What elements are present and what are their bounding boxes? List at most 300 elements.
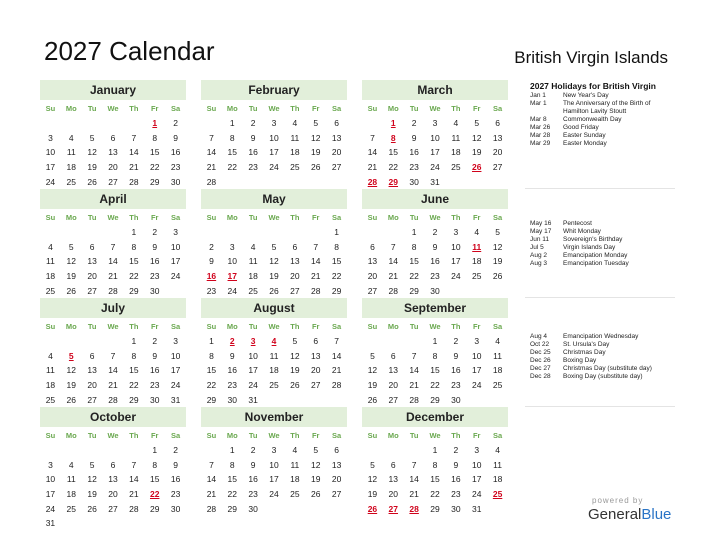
day-cell: 27 [310,380,321,391]
day-cell: 14 [310,256,321,267]
day-cell: 16 [248,474,258,485]
day-cell: 12 [87,474,97,485]
day-cell: 5 [292,336,298,347]
week-row [362,174,508,189]
day-cell: 20 [331,474,342,485]
day-cell: 3 [474,445,480,456]
day-cell: 19 [367,380,378,391]
holiday-date: Dec 25 [530,349,551,356]
day-cell: 6 [89,241,95,252]
holiday-name: Commonwealth Day [563,116,622,123]
day-cell: 15 [388,147,399,158]
weekday-label: Th [290,321,300,331]
day-cell: 2 [411,118,417,129]
weekday-label: Su [367,430,378,440]
weekday-label: Fr [311,212,320,222]
day-cell: 24 [269,162,279,173]
holiday-list-1 [530,80,670,148]
day-cell: 12 [367,365,378,376]
weekday-label: Tu [87,103,97,113]
day-cell: 28 [331,380,342,391]
holiday-day-cell: 27 [388,503,399,514]
weekday-label: Fr [472,321,481,331]
day-cell: 15 [430,365,440,376]
day-cell: 12 [310,132,321,143]
weekday-row [40,427,186,443]
day-cell: 16 [248,147,258,158]
day-cell: 11 [493,459,502,470]
day-cell: 14 [388,256,399,267]
week-row [362,131,508,146]
holiday-day-cell: 17 [227,271,238,282]
day-cell: 15 [129,365,139,376]
day-cell: 21 [367,162,378,173]
day-cell: 12 [66,365,77,376]
day-cell: 27 [492,162,503,173]
holiday-name: Emancipation Tuesday [563,260,629,267]
weekday-label: Sa [492,430,503,440]
day-cell: 7 [110,350,116,361]
week-row [40,378,186,393]
day-cell: 21 [331,365,342,376]
day-cell: 5 [474,118,480,129]
holiday-date: Dec 27 [530,365,551,372]
day-cell: 18 [290,474,300,485]
week-row [201,116,347,131]
holiday-item [530,124,670,132]
page-title: 2027 Calendar [44,36,215,66]
weekday-label: Sa [170,212,181,222]
day-cell: 27 [331,162,342,173]
day-cell: 21 [310,271,321,282]
day-cell: 23 [248,162,258,173]
week-row [201,131,347,146]
day-cell: 3 [173,227,178,238]
day-cell: 23 [149,380,160,391]
month-september [362,298,508,407]
day-cell: 19 [310,147,321,158]
day-cell: 22 [388,162,399,173]
weekday-label: We [429,430,441,440]
day-cell: 20 [388,380,399,391]
day-cell: 23 [170,489,181,500]
day-cell: 24 [269,489,279,500]
day-cell: 11 [248,256,258,267]
day-cell: 4 [68,132,74,143]
day-cell: 23 [451,489,461,500]
day-cell: 9 [173,132,178,143]
day-cell: 23 [248,489,258,500]
holiday-date: Mar 28 [530,132,551,139]
day-cell: 18 [269,365,279,376]
weekday-label: Mo [226,430,238,440]
day-cell: 19 [66,380,77,391]
day-cell: 4 [292,118,298,129]
day-cell: 17 [430,147,440,158]
holiday-item [530,357,670,365]
weekday-label: Mo [65,321,77,331]
weekday-label: Tu [409,103,419,113]
day-cell: 30 [409,176,419,187]
day-cell: 5 [370,350,375,361]
day-cell: 4 [292,445,298,456]
week-row [362,487,508,502]
weekday-label: Th [290,212,300,222]
day-cell: 18 [290,147,300,158]
week-row [362,254,508,269]
day-cell: 26 [66,394,77,405]
day-cell: 25 [45,285,56,296]
day-cell: 13 [388,474,399,485]
day-cell: 6 [390,350,396,361]
weekday-label: Tu [409,430,419,440]
day-cell: 10 [45,474,56,485]
day-cell: 27 [108,503,118,514]
month-header: April [40,189,186,209]
holiday-date: Mar 1 [530,100,547,107]
day-cell: 21 [388,271,399,282]
day-cell: 18 [492,474,503,485]
day-cell: 20 [87,271,97,282]
week-row [40,349,186,364]
day-cell: 26 [66,285,77,296]
day-cell: 12 [290,350,300,361]
day-cell: 17 [269,474,279,485]
day-cell: 2 [250,118,256,129]
holiday-date: Dec 28 [530,373,551,380]
holiday-item [530,220,670,228]
day-cell: 12 [367,474,378,485]
day-cell: 16 [451,474,461,485]
day-cell: 4 [48,350,53,361]
holiday-name: Easter Monday [563,140,607,147]
day-cell: 12 [269,256,279,267]
holiday-date: Mar 29 [530,140,551,147]
week-row [201,487,347,502]
weekday-label: Mo [226,321,238,331]
month-header: August [201,298,347,318]
holiday-name: Sovereign's Birthday [563,236,623,243]
weekday-label: Mo [387,212,399,222]
day-cell: 10 [45,147,56,158]
holiday-day-cell: 26 [367,503,378,514]
holiday-day-cell: 1 [390,118,396,129]
weekday-label: Su [45,212,56,222]
day-cell: 19 [471,147,482,158]
week-row [201,269,347,284]
day-cell: 28 [129,176,139,187]
day-cell: 24 [170,380,181,391]
day-cell: 12 [66,256,77,267]
holiday-item [530,140,670,148]
holiday-item [530,349,670,357]
day-cell: 3 [432,118,438,129]
month-header: March [362,80,508,100]
holiday-date: May 17 [530,228,552,235]
day-cell: 17 [170,365,181,376]
day-cell: 25 [269,380,279,391]
day-cell: 28 [206,503,217,514]
day-cell: 30 [227,394,238,405]
week-row [362,392,508,407]
day-cell: 2 [173,118,178,129]
day-cell: 8 [432,459,438,470]
week-row [40,363,186,378]
day-cell: 8 [229,132,235,143]
weekday-label: Mo [226,103,238,113]
month-header: February [201,80,347,100]
day-cell: 21 [206,489,217,500]
day-cell: 23 [149,271,160,282]
holiday-name: Pentecost [563,220,592,227]
day-cell: 25 [492,380,503,391]
month-header: June [362,189,508,209]
day-cell: 4 [474,227,480,238]
day-cell: 10 [227,256,238,267]
day-cell: 22 [129,271,139,282]
day-cell: 31 [170,394,181,405]
weekday-label: Fr [472,212,481,222]
week-row [362,269,508,284]
week-row [40,131,186,146]
week-row [201,443,347,458]
day-cell: 2 [250,445,256,456]
day-cell: 21 [206,162,217,173]
day-cell: 9 [411,132,417,143]
day-cell: 22 [331,271,342,282]
day-cell: 30 [149,285,160,296]
day-cell: 17 [471,474,482,485]
week-row [40,487,186,502]
day-cell: 10 [269,459,279,470]
day-cell: 4 [48,241,53,252]
day-cell: 21 [108,380,118,391]
week-row [40,443,186,458]
day-cell: 14 [108,365,118,376]
holiday-name: Boxing Day (substitute day) [563,373,643,380]
day-cell: 12 [87,147,97,158]
week-row [201,145,347,160]
day-cell: 27 [290,285,300,296]
holiday-item [530,244,670,252]
day-cell: 29 [409,285,419,296]
month-august [201,298,347,407]
day-cell: 14 [331,350,342,361]
day-cell: 10 [248,350,258,361]
day-cell: 29 [227,503,238,514]
day-cell: 5 [89,132,95,143]
day-cell: 29 [129,394,139,405]
day-cell: 1 [229,118,235,129]
day-cell: 24 [227,285,238,296]
day-cell: 12 [471,132,482,143]
weekday-row [40,318,186,334]
brand-part-1: General [588,506,642,523]
day-cell: 10 [170,350,181,361]
week-row [201,501,347,516]
holiday-day-cell: 1 [152,118,158,129]
day-cell: 9 [173,459,178,470]
day-cell: 15 [149,147,160,158]
day-cell: 3 [48,132,53,143]
month-february [201,80,347,189]
day-cell: 28 [409,394,419,405]
day-cell: 25 [66,176,77,187]
day-cell: 26 [87,503,97,514]
day-cell: 15 [206,365,217,376]
day-cell: 4 [453,118,459,129]
day-cell: 25 [66,503,77,514]
day-cell: 23 [170,162,181,173]
day-cell: 17 [471,365,482,376]
day-cell: 24 [248,380,258,391]
day-cell: 10 [269,132,279,143]
day-cell: 2 [453,336,459,347]
day-cell: 14 [206,147,217,158]
day-cell: 17 [170,256,181,267]
week-row [201,283,347,298]
week-row [201,160,347,175]
day-cell: 18 [492,365,503,376]
day-cell: 13 [331,459,342,470]
weekday-label: Mo [387,430,399,440]
day-cell: 28 [108,394,118,405]
week-row [362,160,508,175]
day-cell: 19 [310,474,321,485]
day-cell: 7 [411,459,417,470]
weekday-label: We [429,321,441,331]
week-row [201,392,347,407]
day-cell: 1 [411,227,417,238]
week-row [201,363,347,378]
holiday-name: Christmas Day (substitute day) [563,365,652,372]
holiday-date: Jul 5 [530,244,544,251]
day-cell: 18 [45,380,56,391]
week-row [362,349,508,364]
month-april [40,189,186,298]
day-cell: 21 [108,271,118,282]
holiday-day-cell: 26 [471,162,482,173]
day-cell: 9 [453,350,459,361]
generalblue-logo[interactable] [588,506,671,523]
week-row [362,145,508,160]
day-cell: 13 [87,365,97,376]
week-row [40,116,186,131]
day-cell: 2 [453,445,459,456]
day-cell: 4 [495,336,500,347]
day-cell: 28 [108,285,118,296]
holiday-day-cell: 22 [149,489,160,500]
month-header: October [40,407,186,427]
day-cell: 18 [248,271,258,282]
weekday-row [362,209,508,225]
day-cell: 19 [492,256,503,267]
day-cell: 20 [331,147,342,158]
week-row [362,334,508,349]
day-cell: 14 [129,474,139,485]
weekday-row [362,318,508,334]
day-cell: 2 [152,336,158,347]
week-row [362,283,508,298]
day-cell: 20 [108,162,118,173]
holiday-list-3 [530,333,670,381]
holiday-name: Good Friday [563,124,599,131]
day-cell: 30 [170,503,181,514]
day-cell: 24 [471,380,482,391]
weekday-label: Fr [150,321,159,331]
day-cell: 28 [310,285,321,296]
day-cell: 22 [227,162,238,173]
day-cell: 28 [206,176,217,187]
day-cell: 11 [46,365,55,376]
week-row [201,240,347,255]
day-cell: 19 [269,271,279,282]
day-cell: 13 [290,256,300,267]
day-cell: 30 [248,503,258,514]
day-cell: 31 [45,518,56,529]
holiday-date: Jun 11 [530,236,550,243]
holiday-item [530,116,670,124]
day-cell: 9 [453,459,459,470]
weekday-label: Tu [87,212,97,222]
day-cell: 6 [495,118,500,129]
day-cell: 25 [45,394,56,405]
weekday-label: Mo [387,103,399,113]
weekday-label: Mo [65,430,77,440]
holiday-name: St. Ursula's Day [563,341,610,348]
day-cell: 25 [290,162,300,173]
weekday-label: Su [45,321,56,331]
weekday-label: We [268,103,280,113]
month-march [362,80,508,189]
day-cell: 1 [432,445,438,456]
day-cell: 22 [409,271,419,282]
day-cell: 18 [66,162,77,173]
holiday-day-cell: 29 [388,176,399,187]
weekday-label: Sa [170,430,181,440]
weekday-label: Th [129,212,139,222]
day-cell: 10 [471,350,482,361]
day-cell: 8 [229,459,235,470]
weekday-label: Fr [311,103,320,113]
day-cell: 29 [149,176,160,187]
holiday-item [530,132,670,140]
weekday-label: Th [290,103,300,113]
day-cell: 1 [209,336,214,347]
month-header: July [40,298,186,318]
holiday-name: New Year's Day [563,92,609,99]
month-july [40,298,186,407]
weekday-label: Tu [248,430,258,440]
day-cell: 8 [152,132,158,143]
day-cell: 6 [89,350,95,361]
day-cell: 22 [206,380,217,391]
day-cell: 10 [451,241,461,252]
day-cell: 15 [129,256,139,267]
day-cell: 8 [131,241,137,252]
divider [525,406,675,407]
day-cell: 23 [409,162,419,173]
day-cell: 8 [432,350,438,361]
day-cell: 23 [206,285,217,296]
day-cell: 9 [250,459,256,470]
day-cell: 25 [248,285,258,296]
weekday-row [40,209,186,225]
day-cell: 4 [250,241,256,252]
day-cell: 11 [493,350,502,361]
day-cell: 21 [129,489,139,500]
weekday-label: Sa [331,212,342,222]
